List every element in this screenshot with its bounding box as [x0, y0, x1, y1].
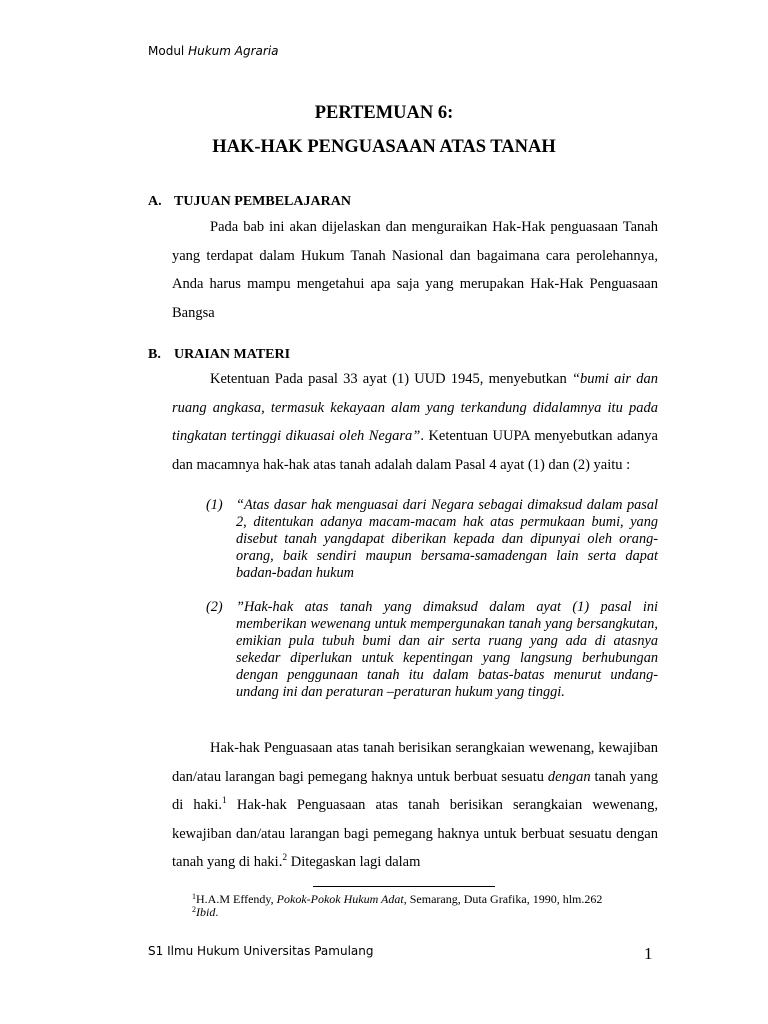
quote-item-2	[206, 599, 658, 701]
section-b-letter: B.	[148, 347, 161, 362]
footnote-1-title: Pokok-Pokok Hukum Adat	[276, 892, 404, 906]
footnote-ref-2: 2	[282, 853, 288, 863]
quote-item-2-text: ”Hak-hak atas tanah yang dimaksud dalam ayat (1) pasal ini memberikan wewenang untuk mempergunakan tanah yang bersangkutan, emikian pula tubuh bumi dan air serta ruang yang ada di atasnya sekedar diperlukan untuk kepentingan yang langsung berhubungan dengan penggunaan tanah itu dalam batas-batas menurut undang-undang ini dan peraturan –peraturan hukum yang tinggi.	[236, 599, 658, 700]
intro-plain: Ketentuan Pada pasal 33 ayat (1) UUD 1945, menyebutkan	[210, 371, 572, 387]
section-b-heading	[148, 347, 290, 363]
footnote-1-num: 1	[192, 892, 196, 901]
section-b-title: URAIAN MATERI	[174, 347, 291, 362]
intro-rest: . Ketentuan UUPA menyebutkan adanya dan macamnya hak-hak atas tanah adalah dalam Pasal 4 ayat (1) dan (2) yaitu :	[172, 428, 658, 473]
section-a-text: Pada bab ini akan dijelaskan dan menguraikan Hak-Hak penguasaan Tanah yang terdapat dalam Hukum Tanah Nasional dan bagaimana cara perolehannya, Anda harus mampu mengetahui apa saja yang merupakan Hak-Hak Penguasaan Bangsa	[172, 219, 658, 321]
page-title-line2: HAK-HAK PENGUASAAN ATAS TANAH	[212, 137, 556, 157]
header-module-label: Modul	[148, 44, 185, 58]
quote-item-1	[206, 497, 658, 582]
section-a-heading	[148, 194, 351, 210]
section-b-paragraph-2	[172, 734, 658, 877]
footnote-2	[192, 906, 602, 919]
footnote-1	[192, 893, 602, 906]
footnote-2-title: Ibid	[196, 905, 216, 919]
p2-part-c: tanah yang di haki.	[172, 768, 658, 813]
footnote-1-author: H.A.M Effendy,	[196, 892, 277, 906]
p2-part-a: Hak-hak Penguasaan atas tanah berisikan serangkaian wewenang, kewajiban dan/atau larangan bagi pemegang haknya untuk berbuat sesuatu	[172, 740, 658, 785]
quote-item-1-label: (1)	[206, 497, 223, 513]
running-header	[148, 44, 279, 58]
footnotes	[192, 893, 602, 919]
section-a-letter: A.	[148, 194, 162, 209]
p2-part-d: Hak-hak Penguasaan atas tanah berisikan serangkaian wewenang, kewajiban dan/atau larangan bagi pemegang haknya untuk berbuat sesuatu dengan tanah yang di haki.	[172, 797, 658, 870]
footnote-ref-1: 1	[222, 796, 227, 806]
quote-item-2-label: (2)	[206, 599, 223, 615]
p2-part-e: Ditegaskan lagi dalam	[287, 854, 421, 870]
page-number: 1	[644, 944, 653, 963]
footnote-2-num: 2	[192, 905, 196, 914]
paragraph-2-text	[172, 734, 658, 877]
footnote-2-post: .	[215, 905, 219, 919]
section-a-paragraph	[172, 213, 658, 327]
header-module-title: Hukum Agraria	[188, 44, 279, 58]
intro-quote: “bumi air dan ruang angkasa, termasuk kekayaan alam yang terkandung didalamnya itu pada tingkatan tertinggi dikuasai oleh Negara”	[172, 371, 658, 444]
quote-item-1-text: “Atas dasar hak menguasai dari Negara sebagai dimaksud dalam pasal 2, ditentukan adanya macam-macam hak atas permukaan bumi, yang disebut tanah yangdapat diberikan kepada dan dipunyai oleh orang-orang, baik sendiri maupun bersama-samadengan lain serta dapat badan-badan hukum	[236, 497, 658, 581]
section-b-intro-text	[172, 365, 658, 479]
page-title-line1: PERTEMUAN 6:	[314, 103, 454, 123]
section-b-intro	[172, 365, 658, 479]
running-footer: S1 Ilmu Hukum Universitas Pamulang	[148, 944, 374, 958]
footnote-divider	[313, 886, 495, 887]
footnote-1-publisher: , Semarang, Duta Grafika, 1990, hlm.262	[403, 892, 603, 906]
p2-italic: dengan	[547, 768, 591, 785]
section-a-title: TUJUAN PEMBELAJARAN	[174, 194, 351, 209]
